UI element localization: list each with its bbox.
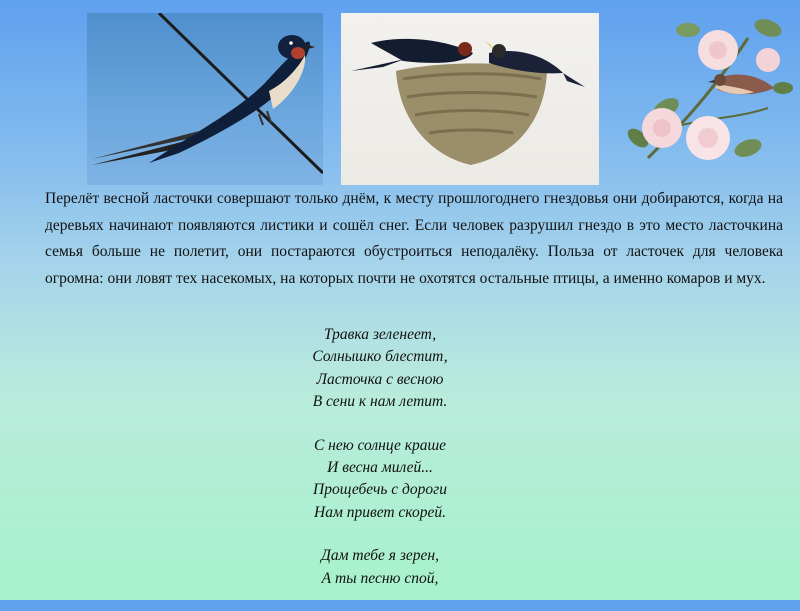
swallow-on-wire-photo bbox=[87, 13, 323, 185]
swallows-at-nest-photo bbox=[341, 13, 599, 185]
chick-head bbox=[492, 44, 506, 58]
poem-stanza-2 bbox=[200, 435, 560, 525]
roses-and-bird-illustration bbox=[618, 8, 796, 188]
chick-beak bbox=[485, 41, 493, 49]
poem-line: И весна милей... bbox=[327, 458, 433, 476]
article-paragraph: Перелёт весной ласточки совершают только днём, к месту прошлогоднего гнездовья они добираются, когда на деревьях начинают появляются листики и сошёл снег. Если человек разрушил гнездо в это место ласточкина семья больше не полетит, они постараются обустроиться неподалёку. Польза от ласточек для человека огромна: они ловят тех насекомых, на которых почти не охотятся остальные птицы, а именно комаров и мух. bbox=[45, 190, 783, 287]
swallow-throat bbox=[291, 47, 305, 59]
poem-line: Травка зеленеет, bbox=[323, 326, 437, 343]
tail-streamer bbox=[351, 59, 405, 71]
poem-line: Солнышко блестит, bbox=[312, 348, 448, 366]
flower-illustration bbox=[618, 8, 796, 188]
swallow-eye bbox=[289, 41, 293, 45]
poem-line: А ты песню спой, bbox=[321, 569, 439, 587]
poem-line: В сени к нам летит. bbox=[312, 393, 448, 411]
poem bbox=[200, 324, 560, 611]
swallow-beak bbox=[305, 44, 315, 50]
nest-illustration bbox=[341, 13, 599, 185]
poem-line: Дам тебе я зерен, bbox=[321, 547, 439, 565]
poem-line: Нам привет скорей. bbox=[314, 503, 446, 521]
poem-line: Прощебечь с дороги bbox=[313, 481, 447, 499]
swallow-on-wire-illustration bbox=[87, 13, 323, 185]
adult-swallow-throat bbox=[458, 42, 472, 56]
poem-stanza-1 bbox=[200, 324, 560, 414]
poem-stanza-3 bbox=[200, 545, 560, 590]
poem-line: Ласточка с весною bbox=[316, 370, 444, 388]
adult-swallow bbox=[371, 39, 473, 63]
poem-line: С нею солнце краше bbox=[313, 436, 447, 454]
